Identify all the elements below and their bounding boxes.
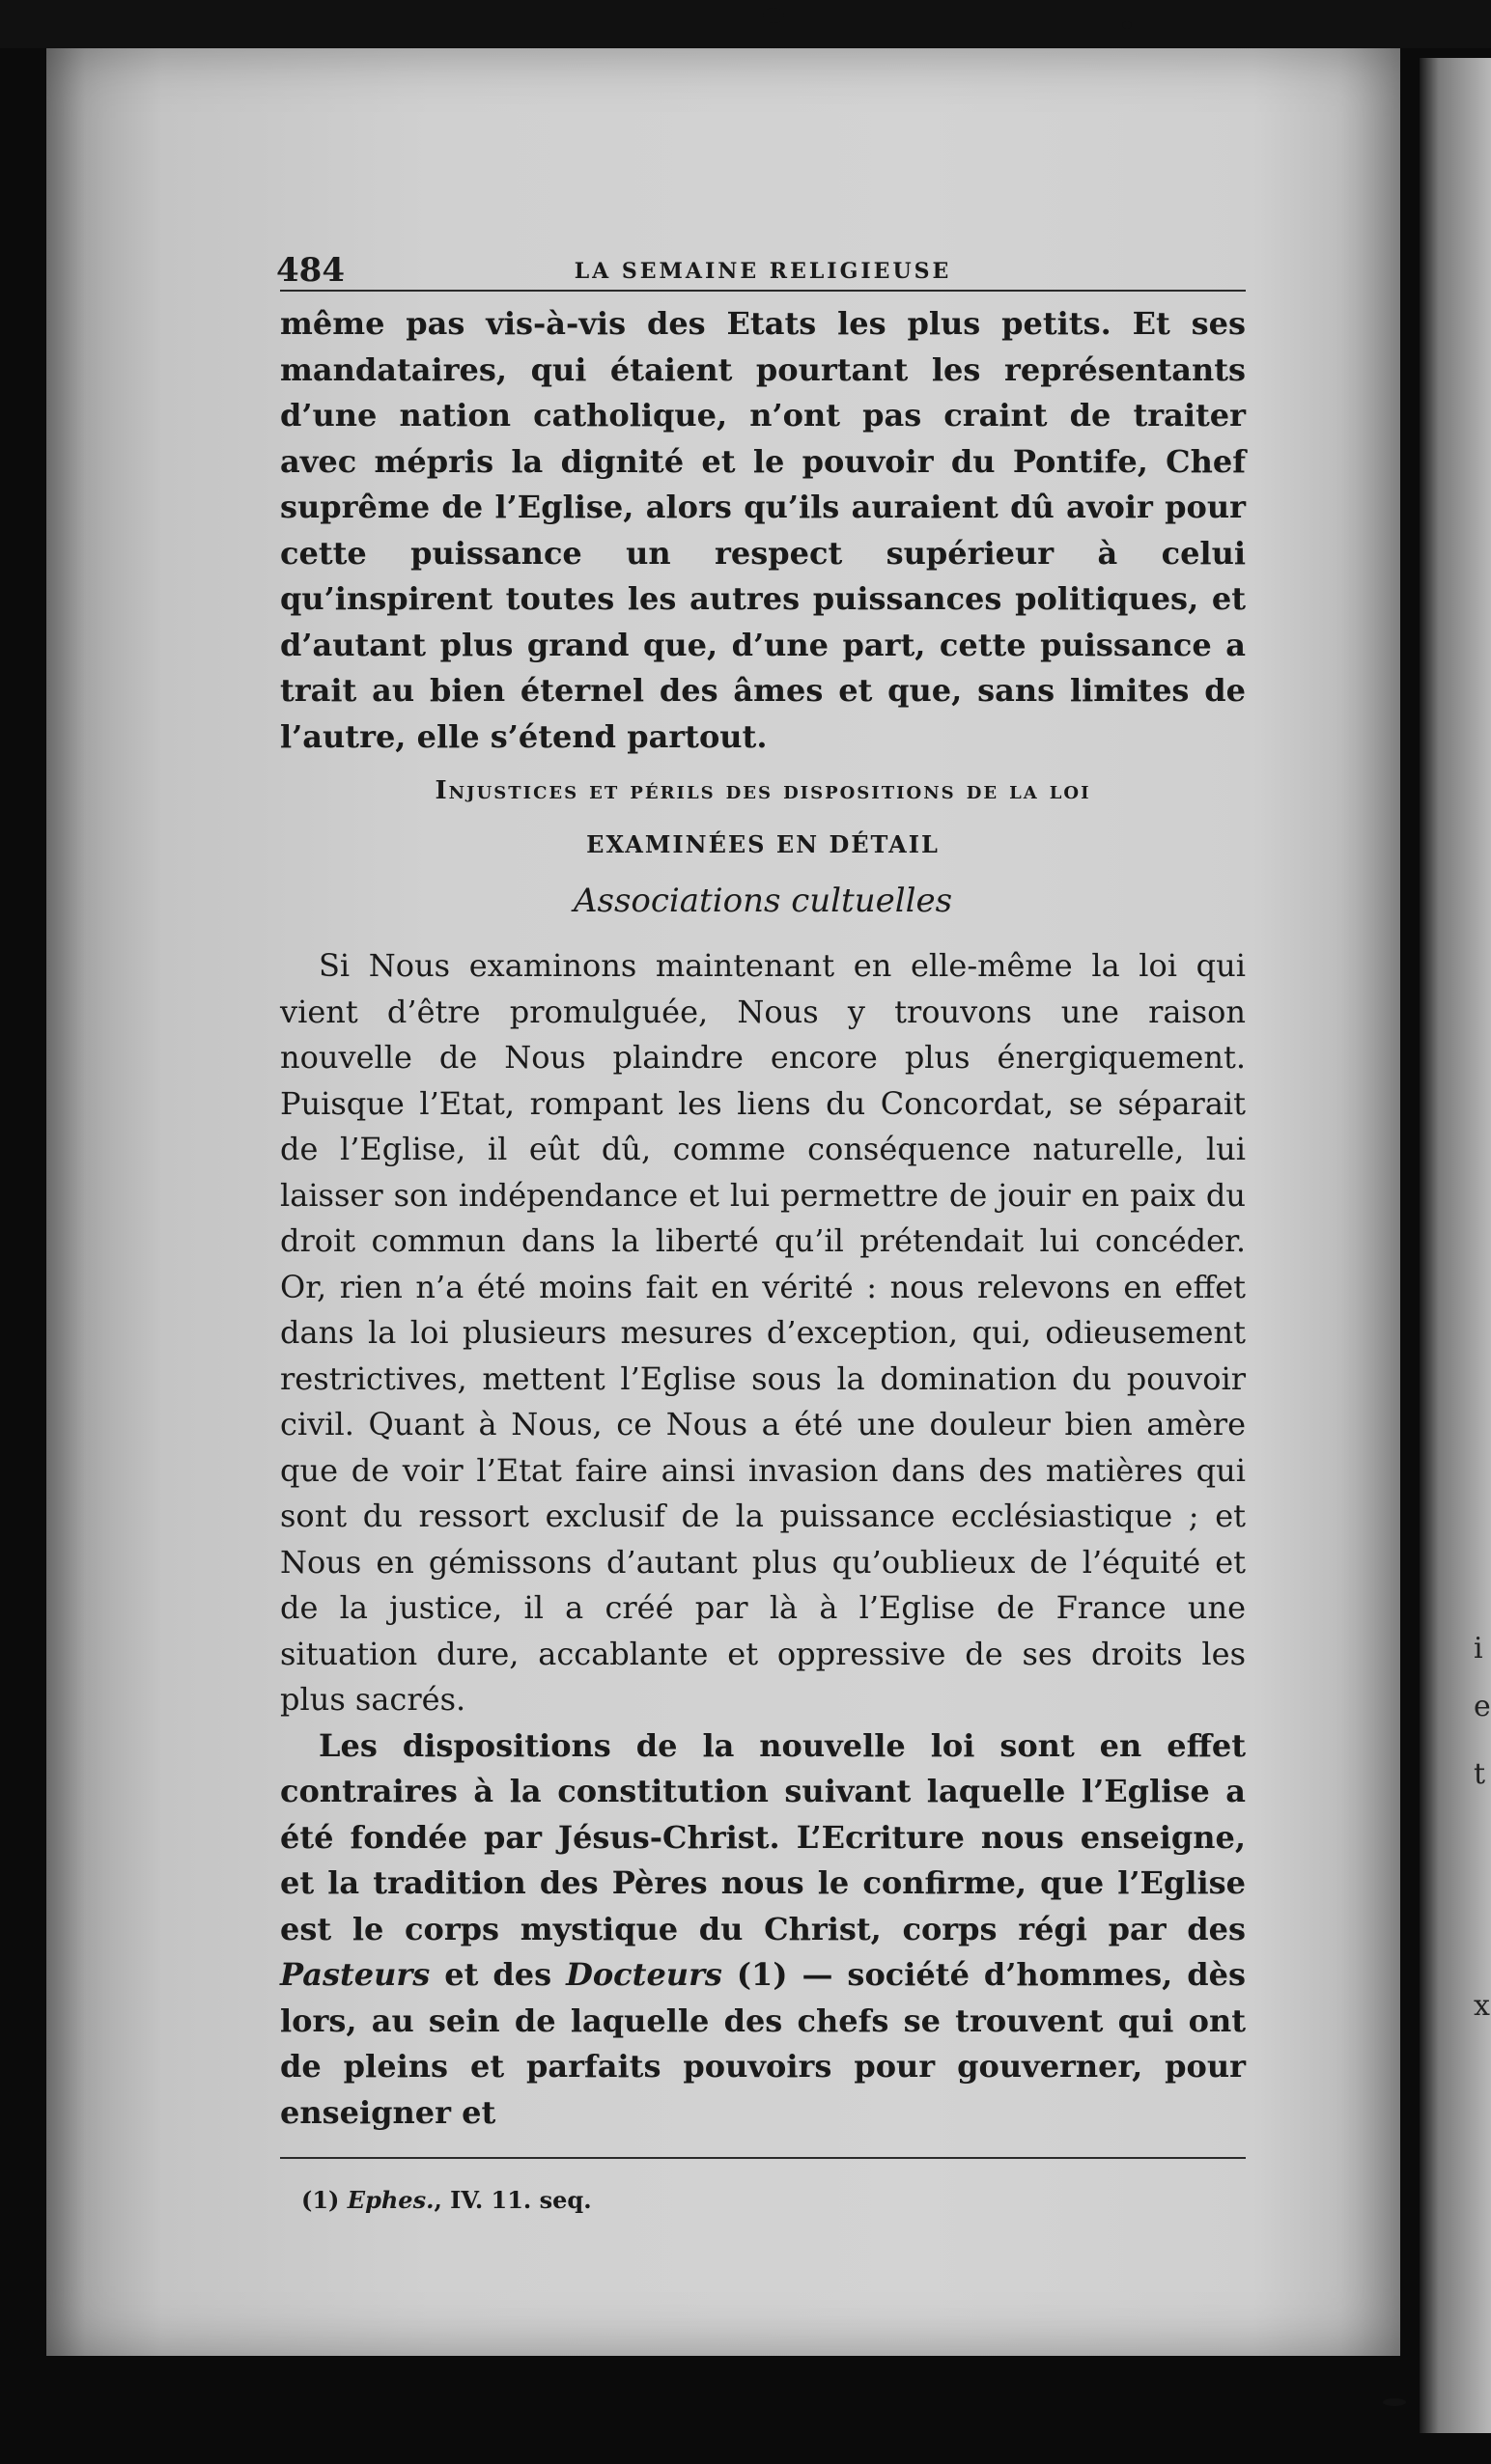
footnote-marker: (1) <box>301 2186 340 2214</box>
page-number: 484 <box>276 251 345 290</box>
adjacent-page-glyph: i <box>1474 1632 1483 1666</box>
paragraph-1: même pas vis-à-vis des Etats les plus petits. Et ses mandataires, qui étaient pourtant les représentants d’une nation catholique, n’ont pas craint de traiter avec mépris la dignité et le pouvoir du Pontife, Chef suprême de l’Eglise, alors qu’ils auraient dû avoir pour cette puissance un respect supérieur à celui qu’inspirent toutes les autres puissances politiques, et d’autant plus grand que, d’une part, cette puissance a trait au bien éternel des âmes et que, sans limites de l’autre, elle s’étend partout. <box>280 305 1246 755</box>
paragraph-2: Si Nous examinons maintenant en elle-même la loi qui vient d’être promulguée, Nous y trouvons une raison nouvelle de Nous plaindre encore plus énergiquement. Puisque l’Etat, rompant les liens du Concordat, se séparait de l’Eglise, il eût dû, comme conséquence naturelle, lui laisser son indépendance et lui permettre de jouir en paix du droit commun dans la liberté qu’il prétendait lui concéder. Or, rien n’a été moins fait en vérité : nous relevons en effet dans la loi plusieurs mesures d’exception, qui, odieusement restrictives, mettent l’Eglise sous la domination du pouvoir civil. Quant à Nous, ce Nous a été une douleur bien amère que de voir l’Etat faire ainsi invasion dans des matières qui sont du ressort exclusif de la puissance ecclésiastique ; et Nous en gémissons d’autant plus qu’oublieux de l’équité et de la justice, il a créé par là à l’Eglise de France une situation dure, accablante et oppressive de ses droits les plus sacrés. <box>280 947 1246 1718</box>
paragraph-3 <box>280 1723 1246 2137</box>
pasteurs-term: Pasteurs <box>280 1956 431 1993</box>
adjacent-page-strip <box>1420 58 1491 2433</box>
footnote-ref-rest: , IV. 11. seq. <box>434 2186 592 2214</box>
adjacent-page-glyph: t <box>1474 1757 1486 1791</box>
footnote-rule <box>280 2157 1246 2159</box>
film-border-top <box>0 0 1491 48</box>
footnote-ref-italic: Ephes. <box>347 2186 435 2214</box>
film-speck <box>1122 21 1132 29</box>
running-head: LA SEMAINE RELIGIEUSE <box>574 259 952 284</box>
docteurs-term: Docteurs <box>566 1956 722 1993</box>
film-speck <box>1383 2398 1406 2406</box>
adjacent-page-glyph: e <box>1474 1690 1491 1723</box>
page-content <box>276 232 1247 2214</box>
page-header <box>276 232 1246 292</box>
subsection-heading: Associations cultuelles <box>573 882 953 920</box>
film-speck <box>763 8 784 23</box>
section-heading-continued: EXAMINÉES EN DÉTAIL <box>586 830 940 858</box>
paragraph-3-text: (1) — société d’hommes, dès lors, au sein de laquelle des chefs se trouvent qui ont de pleins et parfaits pouvoirs pour gouverner, pour enseigner et <box>280 1956 1247 2131</box>
footnote <box>301 2186 1246 2214</box>
section-heading: Injustices et périls des dispositions de la loi <box>435 776 1091 805</box>
paragraph-3-text: et des <box>430 1956 567 1993</box>
paragraph-3-text: Les dispositions de la nouvelle loi sont en effet contraires à la constitution suivant laquelle l’Eglise a été fondée par Jésus-Christ. L’Ecriture nous enseigne, et la tradition des Pères nous le confirme, que l’Eglise est le corps mystique du Christ, corps régi par des <box>280 1726 1246 1947</box>
adjacent-page-glyph: x <box>1474 1989 1490 2023</box>
